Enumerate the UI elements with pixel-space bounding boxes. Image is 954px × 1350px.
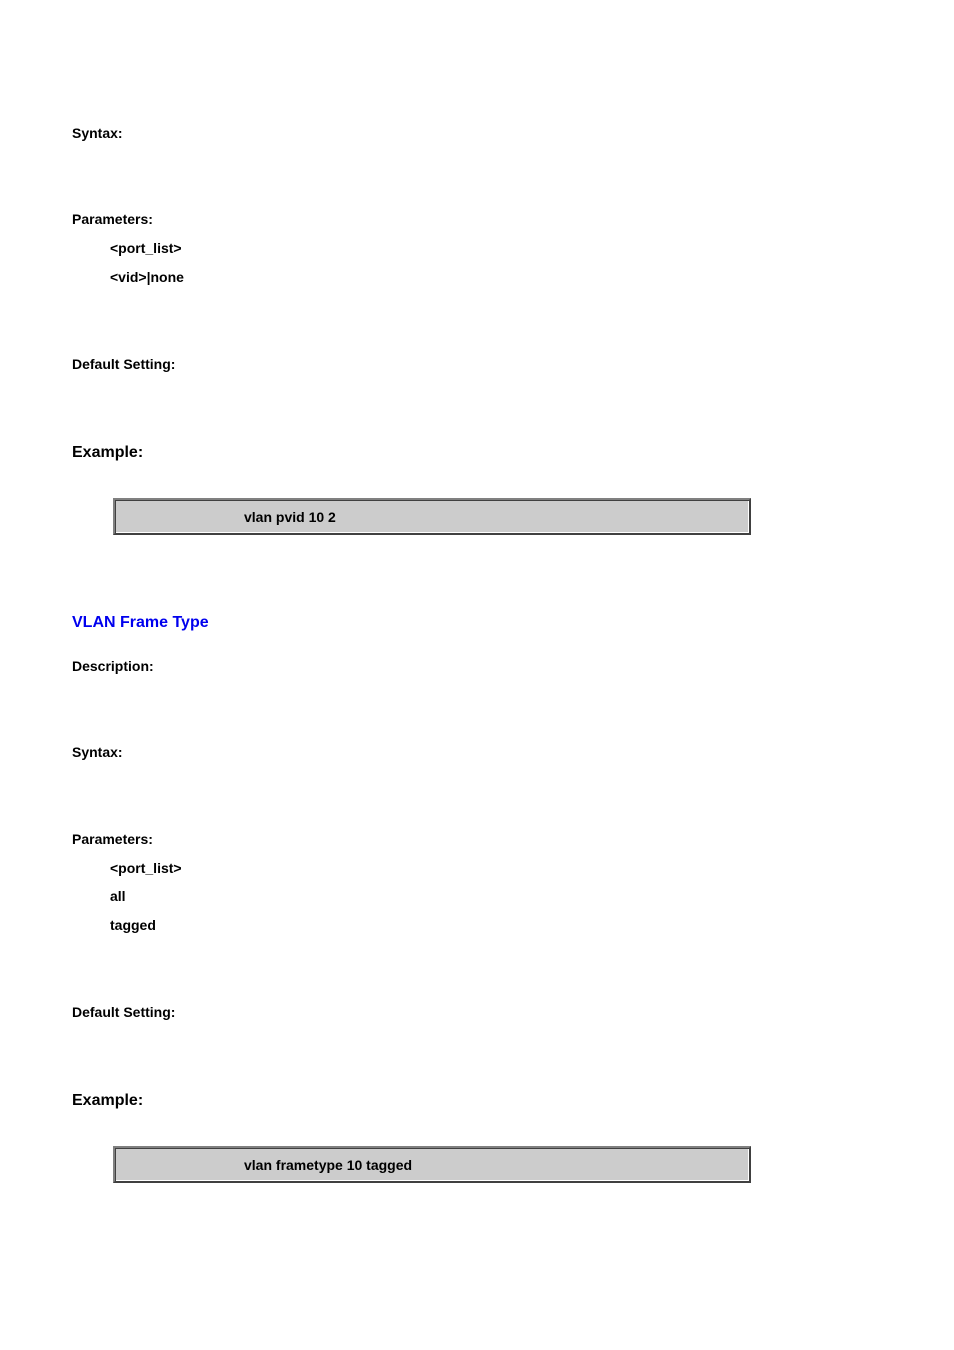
parameters-label: Parameters: [72, 211, 153, 227]
default-setting-label: Default Setting: [72, 1004, 176, 1020]
default-setting-label: Default Setting: [72, 356, 176, 372]
param-port-list: <port_list> [110, 240, 182, 256]
example-label: Example: [72, 444, 144, 461]
parameters-label: Parameters: [72, 831, 153, 847]
param-port-list: <port_list> [110, 860, 182, 876]
example-command-box [113, 498, 751, 535]
example-label: Example: [72, 1092, 144, 1109]
param-all: all [110, 888, 126, 904]
param-vid-none: <vid>|none [110, 269, 184, 285]
section-title: VLAN Frame Type [72, 614, 209, 631]
example-command: vlan frametype 10 tagged [244, 1157, 413, 1173]
syntax-label: Syntax: [72, 125, 123, 141]
description-label: Description: [72, 658, 154, 674]
param-tagged: tagged [110, 917, 156, 933]
example-command: vlan pvid 10 2 [244, 509, 336, 525]
syntax-label: Syntax: [72, 744, 123, 760]
example-command-box [113, 1146, 751, 1183]
